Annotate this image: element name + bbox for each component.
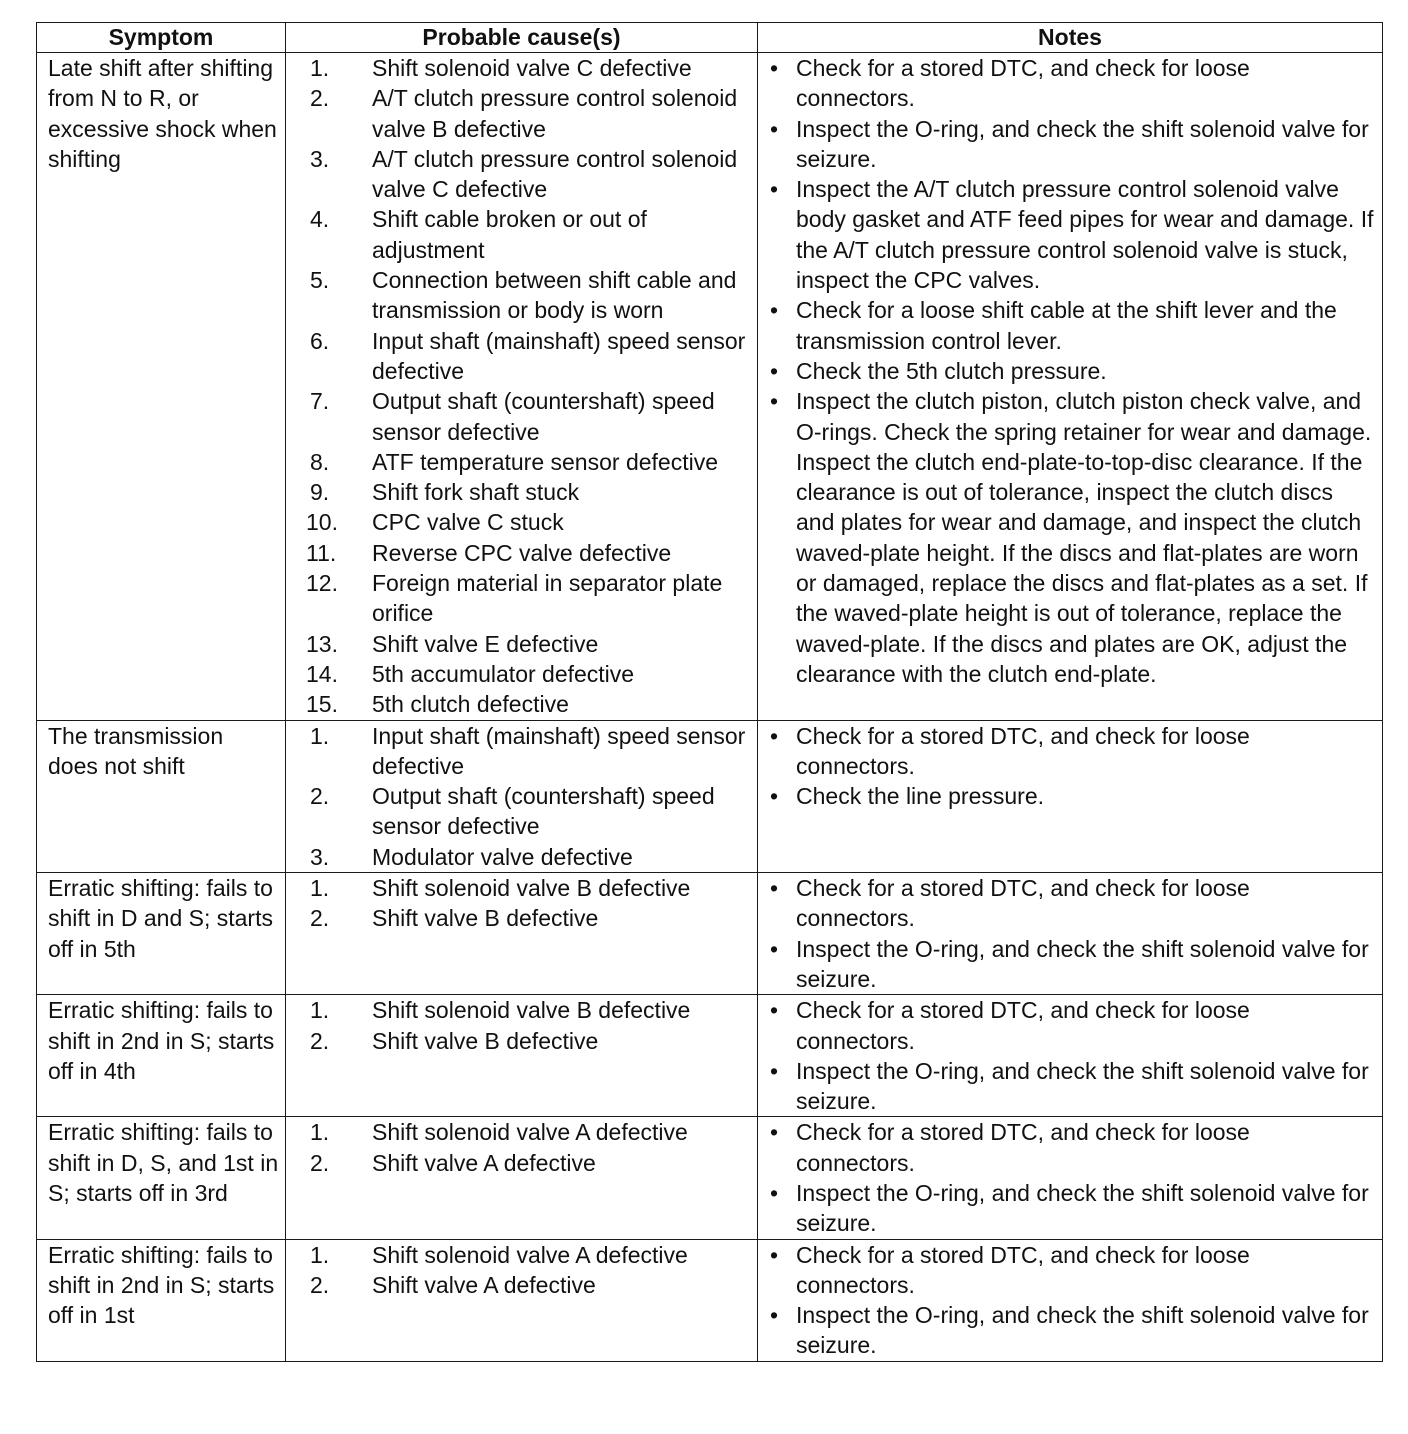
cause-number: 5.: [310, 267, 330, 294]
bullet-icon: •: [770, 1179, 779, 1206]
cause-number: 12.: [306, 570, 338, 597]
note-item: [770, 1300, 1374, 1361]
bullet-icon: •: [770, 115, 779, 142]
cause-number: 1.: [310, 875, 330, 902]
cause-text: A/T clutch pressure control solenoid valve B defective: [372, 85, 738, 142]
cause-item: [306, 721, 751, 782]
troubleshooting-document: [36, 22, 1382, 1362]
header-notes: Notes: [758, 23, 1383, 53]
cause-text: 5th clutch defective: [372, 691, 569, 718]
notes-cell: [758, 1239, 1383, 1361]
note-text: Check for a stored DTC, and check for loose connectors.: [796, 875, 1250, 932]
cause-item: [306, 842, 751, 872]
notes-cell: [758, 720, 1383, 872]
cause-text: Input shaft (mainshaft) speed sensor defective: [372, 327, 746, 384]
note-item: [770, 1117, 1374, 1178]
note-item: [770, 114, 1374, 175]
table-row: [37, 873, 1383, 995]
cause-text: CPC valve C stuck: [372, 509, 564, 536]
table-row: [37, 1117, 1383, 1239]
causes-cell: [286, 1117, 758, 1239]
cause-item: [306, 386, 751, 447]
cause-item: [306, 83, 751, 144]
note-item: [770, 174, 1374, 295]
header-probable-causes: Probable cause(s): [286, 23, 758, 53]
note-item: [770, 1178, 1374, 1239]
bullet-icon: •: [770, 875, 779, 902]
cause-item: [306, 873, 751, 903]
cause-number: 10.: [306, 509, 338, 536]
note-item: [770, 995, 1374, 1056]
note-item: [770, 1240, 1374, 1301]
cause-number: 8.: [310, 448, 330, 475]
cause-item: [306, 1117, 751, 1147]
note-item: [770, 295, 1374, 356]
note-text: Check the 5th clutch pressure.: [796, 357, 1107, 384]
cause-number: 6.: [310, 327, 330, 354]
symptom-cell: Late shift after shifting from N to R, or excessive shock when shifting: [37, 53, 286, 721]
symptom-cell: Erratic shifting: fails to shift in D, S, and 1st in S; starts off in 3rd: [37, 1117, 286, 1239]
cause-item: [306, 689, 751, 719]
cause-text: Shift valve B defective: [372, 1027, 599, 1054]
cause-text: Shift solenoid valve B defective: [372, 997, 691, 1024]
bullet-icon: •: [770, 1241, 779, 1268]
cause-item: [306, 477, 751, 507]
cause-item: [306, 1148, 751, 1178]
bullet-icon: •: [770, 55, 779, 81]
note-text: Inspect the clutch piston, clutch piston check valve, and O-rings. Check the spring retainer for wear and damage. Inspect the clutch end-plate-to-top-disc clearance. If the clearance is out of tolerance, inspect the clutch discs and plates for wear and damage, and inspect the clutch waved-plate height. If the discs and flat-plates are worn or damaged, replace the discs and flat-plates as a set. If the waved-plate height is out of tolerance, replace the waved-plate. If the discs and plates are OK, adjust the clearance with the clutch end-plate.: [796, 388, 1372, 687]
cause-item: [306, 781, 751, 842]
cause-number: 14.: [306, 660, 338, 687]
notes-cell: [758, 873, 1383, 995]
note-item: [770, 721, 1374, 782]
cause-number: 1.: [310, 1119, 330, 1146]
header-symptom: Symptom: [37, 23, 286, 53]
bullet-icon: •: [770, 176, 779, 203]
cause-number: 2.: [310, 1271, 330, 1298]
bullet-icon: •: [770, 1057, 779, 1084]
note-item: [770, 386, 1374, 689]
note-text: Inspect the O-ring, and check the shift solenoid valve for seizure.: [796, 935, 1369, 992]
cause-number: 1.: [310, 55, 330, 81]
bullet-icon: •: [770, 1302, 779, 1329]
troubleshooting-table: [36, 22, 1383, 1362]
cause-number: 3.: [310, 145, 330, 172]
note-item: [770, 1056, 1374, 1117]
causes-cell: [286, 53, 758, 721]
causes-cell: [286, 995, 758, 1117]
causes-cell: [286, 1239, 758, 1361]
cause-text: ATF temperature sensor defective: [372, 448, 718, 475]
note-text: Check for a loose shift cable at the shift lever and the transmission control lever.: [796, 297, 1337, 354]
notes-cell: [758, 1117, 1383, 1239]
cause-text: Modulator valve defective: [372, 843, 633, 870]
note-text: Inspect the O-ring, and check the shift solenoid valve for seizure.: [796, 115, 1369, 172]
cause-text: Shift cable broken or out of adjustment: [372, 206, 647, 263]
cause-number: 15.: [306, 691, 338, 718]
note-text: Check the line pressure.: [796, 783, 1045, 810]
cause-item: [306, 538, 751, 568]
note-text: Check for a stored DTC, and check for loose connectors.: [796, 997, 1250, 1054]
note-text: Check for a stored DTC, and check for loose connectors.: [796, 55, 1250, 112]
symptom-cell: Erratic shifting: fails to shift in 2nd in S; starts off in 4th: [37, 995, 286, 1117]
note-text: Inspect the O-ring, and check the shift solenoid valve for seizure.: [796, 1057, 1369, 1115]
note-text: Check for a stored DTC, and check for loose connectors.: [796, 722, 1250, 779]
cause-number: 2.: [310, 85, 330, 112]
cause-text: Shift solenoid valve C defective: [372, 55, 692, 81]
cause-item: [306, 204, 751, 265]
cause-text: Shift solenoid valve A defective: [372, 1119, 688, 1146]
cause-text: Shift valve B defective: [372, 905, 599, 932]
cause-item: [306, 53, 751, 83]
cause-item: [306, 1240, 751, 1270]
bullet-icon: •: [770, 935, 779, 962]
table-row: [37, 995, 1383, 1117]
cause-text: Output shaft (countershaft) speed sensor defective: [372, 783, 715, 840]
table-row: [37, 1239, 1383, 1361]
header-row: [37, 23, 1383, 53]
note-text: Inspect the A/T clutch pressure control solenoid valve body gasket and ATF feed pipes for wear and damage. If the A/T clutch pressure control solenoid valve is stuck, inspect the CPC valves.: [796, 176, 1374, 294]
symptom-cell: Erratic shifting: fails to shift in D and S; starts off in 5th: [37, 873, 286, 995]
note-item: [770, 873, 1374, 934]
symptom-cell: Erratic shifting: fails to shift in 2nd in S; starts off in 1st: [37, 1239, 286, 1361]
note-item: [770, 934, 1374, 995]
table-row: [37, 720, 1383, 872]
cause-number: 1.: [310, 1241, 330, 1268]
cause-item: [306, 326, 751, 387]
cause-number: 2.: [310, 783, 330, 810]
cause-number: 11.: [306, 539, 337, 566]
note-text: Check for a stored DTC, and check for loose connectors.: [796, 1241, 1250, 1298]
cause-number: 2.: [310, 1027, 330, 1054]
bullet-icon: •: [770, 722, 779, 749]
cause-text: Foreign material in separator plate orifice: [372, 570, 723, 627]
cause-text: Input shaft (mainshaft) speed sensor defective: [372, 722, 746, 779]
cause-text: 5th accumulator defective: [372, 660, 635, 687]
symptom-cell: The transmission does not shift: [37, 720, 286, 872]
note-item: [770, 356, 1374, 386]
cause-text: Shift valve A defective: [372, 1271, 596, 1298]
cause-item: [306, 144, 751, 205]
bullet-icon: •: [770, 388, 779, 415]
cause-text: Shift valve A defective: [372, 1149, 596, 1176]
cause-number: 13.: [306, 630, 338, 657]
cause-item: [306, 629, 751, 659]
cause-text: Output shaft (countershaft) speed sensor defective: [372, 388, 715, 445]
cause-item: [306, 995, 751, 1025]
cause-number: 9.: [310, 479, 330, 506]
table-row: [37, 53, 1383, 721]
causes-cell: [286, 873, 758, 995]
cause-text: A/T clutch pressure control solenoid valve C defective: [372, 145, 738, 203]
note-text: Check for a stored DTC, and check for loose connectors.: [796, 1119, 1250, 1176]
cause-number: 3.: [310, 843, 330, 870]
note-item: [770, 781, 1374, 811]
notes-cell: [758, 995, 1383, 1117]
cause-item: [306, 1026, 751, 1056]
causes-cell: [286, 720, 758, 872]
cause-item: [306, 903, 751, 933]
cause-text: Reverse CPC valve defective: [372, 539, 672, 566]
cause-text: Shift solenoid valve A defective: [372, 1241, 688, 1268]
cause-number: 1.: [310, 722, 330, 749]
cause-number: 7.: [310, 388, 330, 415]
cause-item: [306, 568, 751, 629]
bullet-icon: •: [770, 357, 779, 384]
cause-item: [306, 1270, 751, 1300]
note-text: Inspect the O-ring, and check the shift solenoid valve for seizure.: [796, 1302, 1369, 1359]
cause-item: [306, 659, 751, 689]
cause-text: Shift fork shaft stuck: [372, 479, 580, 506]
cause-item: [306, 507, 751, 537]
cause-text: Shift solenoid valve B defective: [372, 875, 691, 902]
bullet-icon: •: [770, 997, 779, 1024]
table-body: [37, 53, 1383, 1362]
note-item: [770, 53, 1374, 114]
bullet-icon: •: [770, 783, 779, 810]
bullet-icon: •: [770, 297, 779, 324]
bullet-icon: •: [770, 1119, 779, 1146]
cause-number: 1.: [310, 997, 330, 1024]
cause-number: 2.: [310, 905, 330, 932]
cause-number: 4.: [310, 206, 330, 233]
cause-number: 2.: [310, 1149, 330, 1176]
cause-text: Connection between shift cable and transmission or body is worn: [372, 267, 737, 324]
cause-item: [306, 447, 751, 477]
cause-text: Shift valve E defective: [372, 630, 599, 657]
notes-cell: [758, 53, 1383, 721]
cause-item: [306, 265, 751, 326]
note-text: Inspect the O-ring, and check the shift solenoid valve for seizure.: [796, 1179, 1369, 1237]
